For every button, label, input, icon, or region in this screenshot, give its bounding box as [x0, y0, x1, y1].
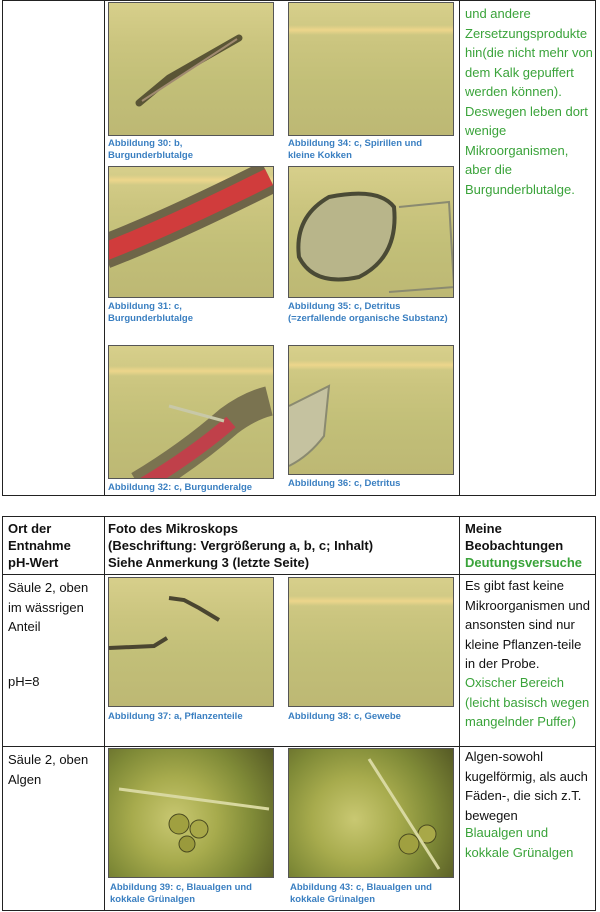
photo-abbildung-32	[108, 345, 274, 479]
photo-abbildung-34	[288, 2, 454, 136]
header-observations: Meine Beobachtungen	[465, 521, 564, 553]
header-photo-line1: Foto des Mikroskops	[108, 521, 239, 536]
photo-abbildung-38	[288, 577, 454, 707]
caption-abbildung-36: Abbildung 36: c, Detritus	[288, 478, 401, 489]
photo-abbildung-35	[288, 166, 454, 298]
row1-interpretation: Oxischer Bereich (leicht basisch wegen mangelnder Puffer)	[465, 675, 590, 729]
photo-abbildung-43	[288, 748, 454, 878]
caption-abbildung-31: Abbildung 31: c, Burgunderblutalge	[108, 301, 193, 324]
row2-interpretation: Blaualgen und kokkale Grünalgen	[465, 825, 574, 860]
row2-observation: Algen-sowohl kugelförmig, als auch Fäden-, die sich z.T. bewegen	[465, 749, 588, 823]
header-photo-line2: (Beschriftung: Vergrößerung a, b, c; Inhalt)	[108, 538, 374, 553]
caption-abbildung-37: Abbildung 37: a, Pflanzenteile	[108, 711, 243, 722]
caption-abbildung-38: Abbildung 38: c, Gewebe	[288, 711, 401, 722]
row1-ph: pH=8	[8, 674, 40, 689]
caption-abbildung-32: Abbildung 32: c, Burgunderalge	[108, 482, 253, 493]
row2-location: Säule 2, oben Algen	[8, 752, 89, 787]
row1-location: Säule 2, oben im wässrigen Anteil	[8, 580, 89, 634]
top-interpretation: und andere Zersetzungsprodukte hin(die nicht mehr von dem Kalk gepuffert werden können). Deswegen leben dort wenige Mikroorganismen, aber die Burgunderblutalge.	[465, 6, 593, 197]
caption-abbildung-35: Abbildung 35: c, Detritus (=zerfallende organische Substanz)	[288, 301, 448, 324]
header-interpretation: Deutungsversuche	[465, 555, 583, 570]
photo-abbildung-39	[108, 748, 274, 878]
photo-abbildung-37	[108, 577, 274, 707]
header-location: Ort der Entnahme pH-Wert	[8, 521, 71, 570]
caption-abbildung-43: Abbildung 43: c, Blaualgen und kokkale Grünalgen	[290, 882, 432, 905]
photo-abbildung-36	[288, 345, 454, 475]
caption-abbildung-30: Abbildung 30: b, Burgunderblutalge	[108, 138, 193, 161]
header-photo-line3: Siehe Anmerkung 3 (letzte Seite)	[108, 555, 310, 570]
caption-abbildung-39: Abbildung 39: c, Blaualgen und kokkale Grünalgen	[110, 882, 252, 905]
caption-abbildung-34: Abbildung 34: c, Spirillen und kleine Kokken	[288, 138, 423, 161]
row1-observation: Es gibt fast keine Mikroorganismen und ansonsten sind nur kleine Pflanzen-teile in der Probe.	[465, 578, 591, 671]
photo-abbildung-31	[108, 166, 274, 298]
photo-abbildung-30	[108, 2, 274, 136]
